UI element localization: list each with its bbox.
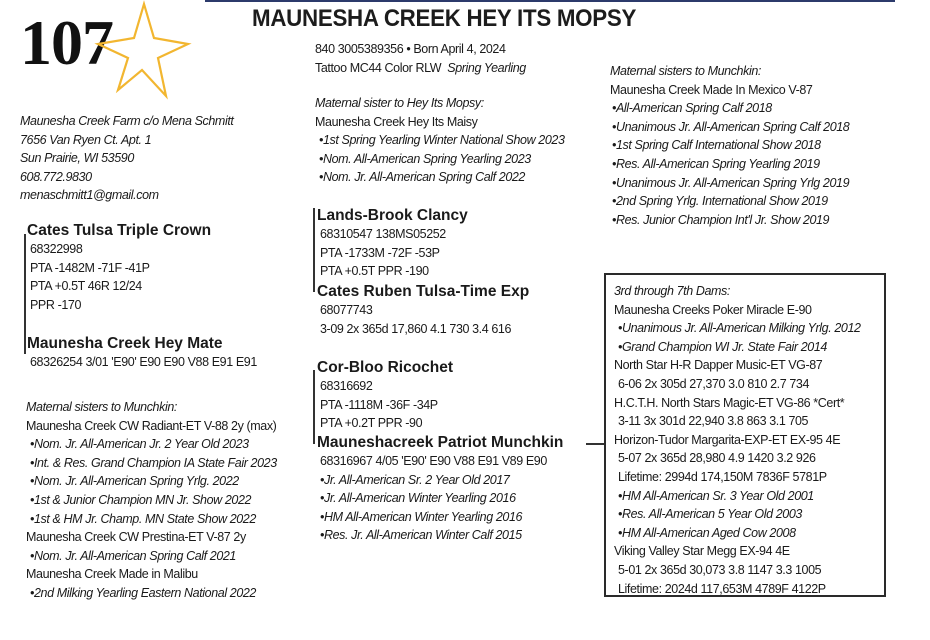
owner-city: Sun Prairie, WI 53590: [20, 151, 134, 166]
ricochet-line: PTA +0.2T PPR -90: [320, 416, 423, 431]
clancy-line: PTA +0.5T PPR -190: [320, 264, 429, 279]
clancy-line: 68310547 138MS05252: [320, 227, 446, 241]
info-block: [315, 40, 526, 77]
pedigree-line: [313, 370, 315, 444]
mgs-name: Maunesha Creek Hey Mate: [27, 335, 223, 352]
sisters-heading: Maternal sisters to Munchkin:: [610, 64, 761, 78]
sister-award: •Res. All-American Spring Yearling 2019: [612, 156, 820, 171]
dam-lifetime: Lifetime: 2994d 174,150M 7836F 5781P: [618, 469, 827, 484]
sire-block: [27, 221, 211, 314]
munchkin-name: Mauneshacreek Patriot Munchkin: [317, 434, 564, 451]
sire-line: PPR -170: [30, 297, 81, 312]
munchkin-award: •Jr. All-American Winter Yearling 2016: [320, 491, 516, 506]
dam-award: •HM All-American Aged Cow 2008: [618, 525, 796, 540]
ruben-block: [317, 282, 529, 338]
dam-name: North Star H-R Dapper Music-ET VG-87: [614, 358, 823, 373]
pedigree-line: [24, 234, 26, 354]
ruben-name: Cates Ruben Tulsa-Time Exp: [317, 283, 530, 300]
clancy-name: Lands-Brook Clancy: [317, 207, 468, 224]
pedigree-line: [313, 208, 315, 292]
munchkin-line: 68316967 4/05 'E90' E90 V88 E91 V89 E90: [320, 454, 547, 468]
sire-line: PTA +0.5T 46R 12/24: [30, 279, 142, 294]
sister-hey-award: •Nom. All-American Spring Yearling 2023: [319, 151, 531, 166]
sisters-heading: Maternal sisters to Munchkin:: [26, 400, 177, 414]
dam-record: 5-07 2x 365d 28,980 4.9 1420 3.2 926: [618, 451, 816, 466]
ruben-line: 68077743: [320, 303, 373, 317]
dam-record: 3-11 3x 301d 22,940 3.8 863 3.1 705: [618, 414, 809, 429]
munchkin-award: •HM All-American Winter Yearling 2016: [320, 509, 523, 524]
clancy-line: PTA -1733M -72F -53P: [320, 245, 440, 260]
sister-award: •Unanimous Jr. All-American Spring Calf 2018: [612, 119, 850, 134]
sister-hey-name: Maunesha Creek Hey Its Maisy: [315, 114, 478, 129]
sister-hey-block: [315, 94, 565, 187]
dam-award: •HM All-American Sr. 3 Year Old 2001: [618, 488, 814, 503]
munchkin-award: •Jr. All-American Sr. 2 Year Old 2017: [320, 472, 510, 487]
dam-record: 5-01 2x 365d 30,073 3.8 1147 3.3 1005: [618, 562, 822, 577]
sister-award: •1st Spring Calf International Show 2018: [612, 138, 821, 153]
dam-lifetime: Lifetime: 2024d 117,653M 4789F 4122P: [618, 581, 826, 596]
sister-award: •Nom. Jr. All-American Spring Yrlg. 2022: [30, 474, 239, 489]
sister-award: •2nd Milking Yearling Eastern National 2022: [30, 585, 256, 600]
dam-record: 6-06 2x 305d 27,370 3.0 810 2.7 734: [618, 376, 810, 391]
owner-line: Maunesha Creek Farm c/o Mena Schmitt: [20, 114, 234, 128]
sisters-left-block: [26, 398, 277, 603]
star-icon: [92, 0, 192, 100]
sister-award: •All-American Spring Calf 2018: [612, 101, 772, 116]
sister-hey-award: •Nom. Jr. All-American Spring Calf 2022: [319, 170, 525, 185]
page-title: MAUNESHA CREEK HEY ITS MOPSY: [252, 5, 637, 32]
sister-hey-heading: Maternal sister to Hey Its Mopsy:: [315, 96, 484, 110]
dam-name: Viking Valley Star Megg EX-94 4E: [614, 544, 790, 559]
ricochet-name: Cor-Bloo Ricochet: [317, 359, 454, 376]
info-class: Spring Yearling: [447, 60, 526, 75]
owner-email: menaschmitt1@gmail.com: [20, 188, 159, 203]
dam-award: •Res. All-American 5 Year Old 2003: [618, 507, 802, 522]
sister-name: Maunesha Creek Made In Mexico V-87: [610, 82, 813, 97]
sister-award: •1st & Junior Champion MN Jr. Show 2022: [30, 492, 252, 507]
sister-hey-award: •1st Spring Yearling Winter National Show 2023: [319, 133, 565, 148]
sire-name: Cates Tulsa Triple Crown: [27, 222, 212, 239]
info-line-1: 840 3005389356 • Born April 4, 2024: [315, 42, 506, 56]
info-tattoo: Tattoo MC44 Color RLW: [315, 60, 442, 75]
info-line-2: [315, 59, 526, 78]
dam-name: Horizon-Tudor Margarita-EXP-ET EX-95 4E: [614, 432, 841, 447]
sister-award: •1st & HM Jr. Champ. MN State Show 2022: [30, 511, 256, 526]
ricochet-line: PTA -1118M -36F -34P: [320, 397, 438, 412]
owner-phone: 608.772.9830: [20, 169, 92, 184]
dam-award: •Grand Champion WI Jr. State Fair 2014: [618, 339, 827, 354]
pedigree-line: [586, 443, 604, 445]
lot-number: 107: [20, 7, 113, 78]
sister-award: •Nom. Jr. All-American Jr. 2 Year Old 2023: [30, 437, 249, 452]
sister-name: Maunesha Creek CW Prestina-ET V-87 2y: [26, 530, 246, 545]
sisters-right-block: [610, 62, 849, 229]
dam-name: Maunesha Creeks Poker Miracle E-90: [614, 302, 812, 317]
owner-block: [20, 112, 233, 205]
sister-award: •Unanimous Jr. All-American Spring Yrlg 2019: [612, 175, 850, 190]
ruben-line: 3-09 2x 365d 17,860 4.1 730 3.4 616: [320, 321, 512, 336]
dams-block: [614, 282, 861, 598]
sire-line: PTA -1482M -71F -41P: [30, 260, 150, 275]
sister-name: Maunesha Creek Made in Malibu: [26, 567, 198, 582]
ricochet-block: [317, 358, 453, 433]
mgs-line: 68326254 3/01 'E90' E90 E90 V88 E91 E91: [30, 355, 257, 369]
owner-address: 7656 Van Ryen Ct. Apt. 1: [20, 132, 152, 147]
dam-name: H.C.T.H. North Stars Magic-ET VG-86 *Cert*: [614, 395, 845, 410]
sister-award: •Int. & Res. Grand Champion IA State Fair 2023: [30, 455, 277, 470]
dams-heading: 3rd through 7th Dams:: [614, 284, 730, 298]
sister-award: •Res. Junior Champion Int'l Jr. Show 2019: [612, 212, 830, 227]
mgs-block: [27, 334, 257, 372]
dam-award: •Unanimous Jr. All-American Milking Yrlg. 2012: [618, 321, 861, 336]
munchkin-block: [317, 433, 563, 545]
clancy-block: [317, 206, 468, 281]
sister-award: •2nd Spring Yrlg. International Show 2019: [612, 194, 828, 209]
munchkin-award: •Res. Jr. All-American Winter Calf 2015: [320, 528, 522, 543]
header-rule: [205, 0, 895, 2]
ricochet-line: 68316692: [320, 379, 373, 393]
sister-award: •Nom. Jr. All-American Spring Calf 2021: [30, 548, 236, 563]
sister-name: Maunesha Creek CW Radiant-ET V-88 2y (max): [26, 418, 277, 433]
sire-line: 68322998: [30, 242, 83, 256]
